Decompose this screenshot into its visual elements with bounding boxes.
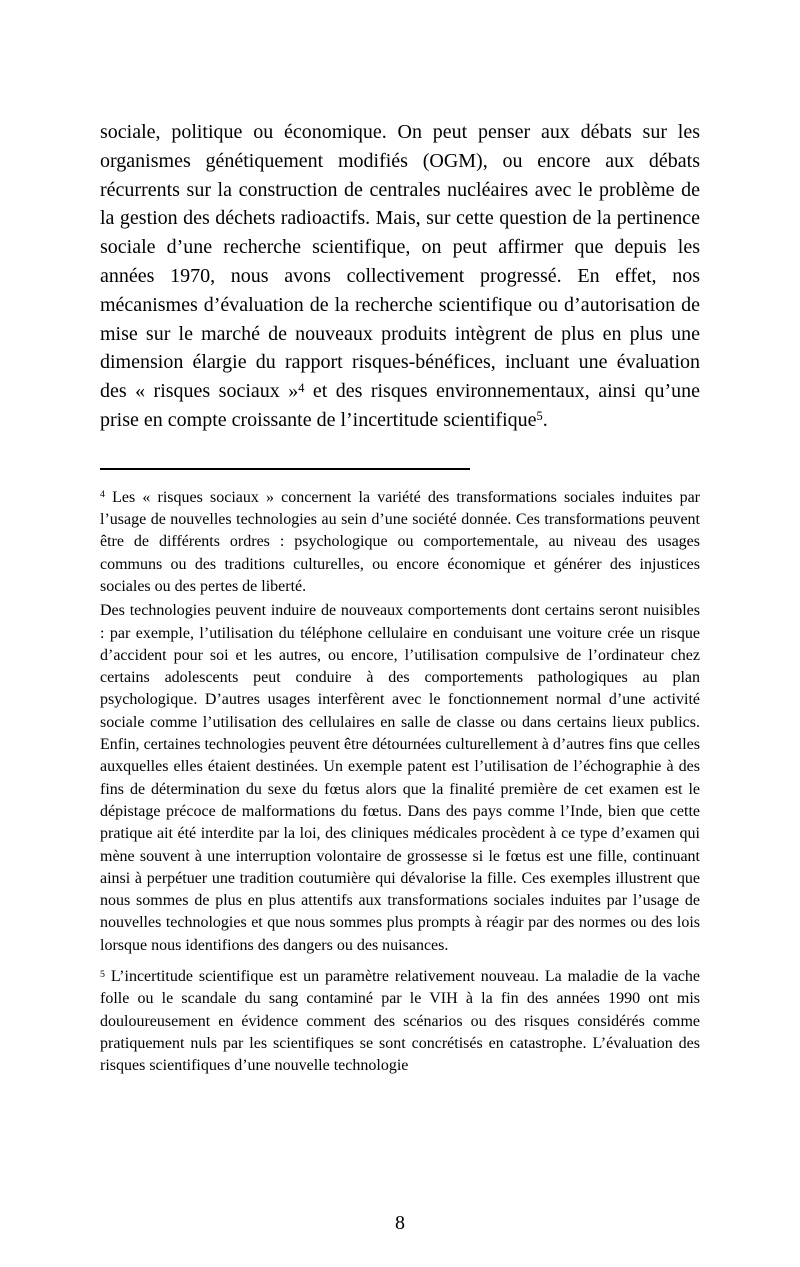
footnote-separator xyxy=(100,468,470,470)
page-number: 8 xyxy=(395,1212,405,1234)
footnote-5 xyxy=(100,966,700,1077)
body-text-segment: . xyxy=(542,408,548,431)
footnote-5-marker: 5 xyxy=(100,968,105,980)
body-text-segment: et des risques environnementaux, ainsi qu’une prise en compte croissante de l’incertitude scientifique xyxy=(100,380,700,431)
footnote-text: L’incertitude scientifique est un paramètre relativement nouveau. La maladie de la vache folle ou le scandale du sang contaminé par le VIH à la fin des années 1990 ont mis douloureusement en évidence comment des scénarios ou des risques considérés comme pratiquement nuls par les scientifiques se sont concrétisés en catastrophe. L’évaluation des risques scientifiques d’une nouvelle technologie xyxy=(100,968,701,1075)
body-paragraph xyxy=(100,118,700,435)
page-content xyxy=(100,118,700,1077)
footnote-paragraph xyxy=(100,487,700,598)
footnotes-section xyxy=(100,487,700,1078)
footnote-4-marker: 4 xyxy=(100,489,105,501)
footnote-ref-5: 5 xyxy=(536,409,543,424)
footnote-4 xyxy=(100,487,700,957)
body-text-segment: sociale, politique ou économique. On peut penser aux débats sur les organismes génétiquement modifiés (OGM), ou encore aux débats récurrents sur la construction de centrales nucléaires avec le problème de la gestion des déchets radioactifs. Mais, sur cette question de la pertinence sociale d’une recherche scientifique, on peut affirmer que depuis les années 1970, nous avons collectivement progressé. En effet, nos mécanismes d’évaluation de la recherche scientifique ou d’autorisation de mise sur le marché de nouveaux produits intègrent de plus en plus une dimension élargie du rapport risques-bénéfices, incluant une évaluation des « risques sociaux » xyxy=(100,121,700,403)
footnote-ref-4: 4 xyxy=(298,380,305,395)
footnote-text: Les « risques sociaux » concernent la variété des transformations sociales induites par l’usage de nouvelles technologies au sein d’une société donnée. Ces transformations peuvent être de différents ordres : psychologique ou comportementale, au niveau des usages communs ou des traditions culturelles, ou encore économique et générer des injustices sociales ou des pertes de liberté. xyxy=(100,488,701,595)
footnote-paragraph xyxy=(100,966,700,1077)
footnote-paragraph: Des technologies peuvent induire de nouveaux comportements dont certains seront nuisibles : par exemple, l’utilisation du téléphone cellulaire en conduisant une voiture crée un risque d’accident pour soi et les autres, ou encore, l’utilisation compulsive de l’ordinateur chez certains adolescents peut conduire à des comportements pathologiques au plan psychologique. D’autres usages interfèrent avec le fonctionnement normal d’une activité sociale comme l’utilisation des cellulaires en salle de classe ou dans certains lieux publics. Enfin, certaines technologies peuvent être détournées culturellement à d’autres fins que celles auxquelles elles étaient destinées. Un exemple patent est l’utilisation de l’échographie à des fins de détermination du sexe du fœtus alors que la finalité première de cet examen est le dépistage précoce de malformations du fœtus. Dans des pays comme l’Inde, bien que cette pratique ait été interdite par la loi, des cliniques médicales procèdent à ce type d’examen qui mène souvent à une interruption volontaire de grossesse si le fœtus est une fille, continuant ainsi à perpétuer une tradition coutumière qui dévalorise la fille. Ces exemples illustrent que nous sommes de plus en plus attentifs aux transformations sociales induites par l’usage de nouvelles technologies et que nous sommes plus prompts à réagir par des normes ou des lois lorsque nous identifions des dangers ou des nuisances. xyxy=(100,602,700,954)
